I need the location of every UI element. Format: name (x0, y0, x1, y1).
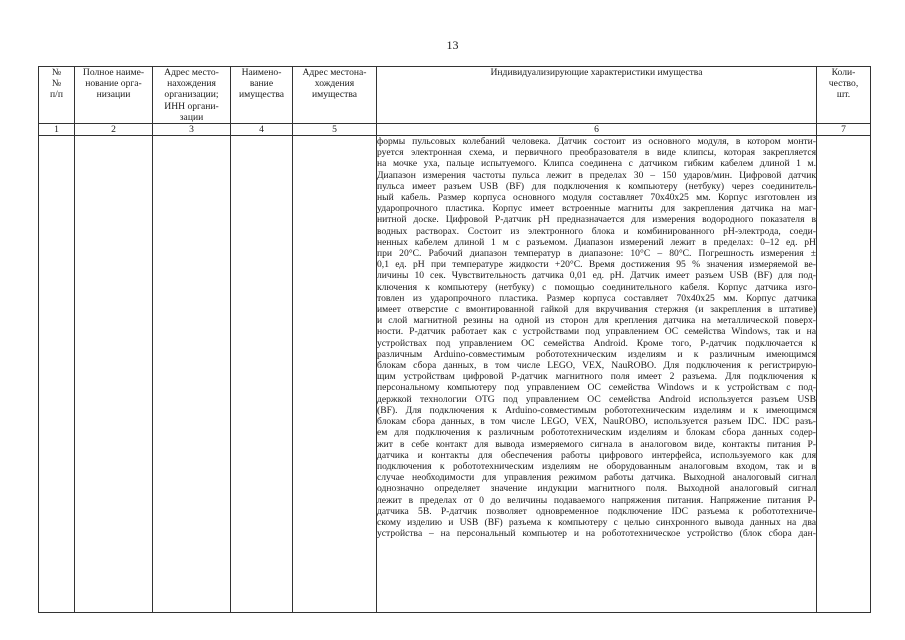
characteristics-line: случае необходимости для управления режимом работы датчика. Выходной аналоговый сигнал (377, 472, 816, 484)
column-number: 2 (75, 124, 153, 136)
header-property-address: Адрес местона- хождения имущества (293, 67, 377, 124)
header-property-name: Наимено- вание имущества (231, 67, 293, 124)
characteristics-line: на мочке уха, пальце испытуемого. Клипса соединена с датчиком гибким кабелем длиной 1 м. (377, 158, 816, 170)
column-number: 1 (39, 124, 75, 136)
column-number: 7 (817, 124, 871, 136)
characteristics-line: пульса имеет разъем USB (BF) для подключения к компьютеру (нетбуку) через соединитель- (377, 180, 816, 192)
header-organization-name: Полное наиме- нование орга- низации (75, 67, 153, 124)
column-number: 5 (293, 124, 377, 136)
cell-characteristics (377, 136, 817, 613)
characteristics-line: руется электронная схема, и первичного преобразователя в виде клипсы, которая закрепляется (377, 147, 816, 159)
characteristics-line: держкой технологии OTG под управлением ОС семейства Android используется разъем USB (377, 393, 816, 405)
column-number: 6 (377, 124, 817, 136)
characteristics-line: блокам сбора данных, в том числе LEGO, VEX, NauROBO. Для подключения к регистрирую- (377, 360, 816, 372)
characteristics-line: ности. Р-датчик работает как с устройствами под управлением ОС семейства Windows, так и на (377, 326, 816, 338)
header-index: № № п/п (39, 67, 75, 124)
characteristics-line: нитной доске. Цифровой Р-датчик рН предназначается для измерения водородного показателя в (377, 214, 816, 226)
characteristics-line: щим устройствам цифровой Р-датчик магнитного поля имеет 2 разъема. Для подключения к (377, 371, 816, 383)
table-row (39, 136, 871, 613)
characteristics-line: жит в себе контакт для вывода измеряемого сигнала в аналоговом виде, контакты питания Р- (377, 438, 816, 450)
characteristics-line: ударопрочного пластика. Корпус имеет встроенные магниты для закрепления датчика на маг- (377, 203, 816, 215)
characteristics-line: при 20°С. Рабочий диапазон температур в диапазоне: 10°С – 80°С. Погрешность измерения ± (377, 248, 816, 260)
characteristics-line: и слой магнитной резины на одной из сторон для крепления датчика на металлической поверх- (377, 315, 816, 327)
characteristics-line: устройства – на персональный компьютер и на робототехническое устройство (блок сбора дан- (377, 528, 816, 540)
characteristics-line: скому изделию и USB (BF) разъема к компьютеру с целью синхронного вывода данных на два (377, 516, 816, 528)
characteristics-line: различным Arduino-совместимым робототехническим изделиям и к различным имеющимся (377, 348, 816, 360)
cell-quantity (817, 136, 871, 613)
cell-property-name (231, 136, 293, 613)
column-number-row (39, 124, 871, 136)
page-number: 13 (446, 38, 459, 52)
column-number: 3 (153, 124, 231, 136)
characteristics-line: товлен из ударопрочного пластика. Размер корпуса составляет 70x40x25 мм. Корпус датчика (377, 292, 816, 304)
column-number: 4 (231, 124, 293, 136)
characteristics-line: водных растворах. Состоит из электронного блока и комбинированного рН-электрода, соеди- (377, 225, 816, 237)
characteristics-line: датчика 5В. Р-датчик позволяет одновременное подключение IDC разъема к робототехниче- (377, 505, 816, 517)
header-characteristics: Индивидуализирующие характеристики имущества (377, 67, 817, 124)
header-row (39, 67, 871, 124)
characteristics-line: ненных кабелем длиной 1 м с разъемом. Диапазон измерений лежит в пределах: 0–12 ед. рН (377, 236, 816, 248)
header-quantity: Коли- чество, шт. (817, 67, 871, 124)
cell-organization-name (75, 136, 153, 613)
characteristics-line: блокам сбора данных, в том числе LEGO, VEX, NauROBO, используется разъем IDC. IDC разъ- (377, 416, 816, 428)
characteristics-line: личины 10 сек. Чувствительность датчика 0,01 ед. рН. Датчик имеет разъем USB (BF) для под- (377, 270, 816, 282)
characteristics-line: однозначно определяет значение индукции магнитного поля. Выходной аналоговый сигнал (377, 483, 816, 495)
characteristics-line: датчика и контакты для обеспечения работы цифрового интерфейса, используемого как для (377, 449, 816, 461)
header-organization-address: Адрес место- нахождения организации; ИНН органи- зации (153, 67, 231, 124)
characteristics-line: лежит в пределах от 0 до величины подаваемого напряжения питания. Напряжение питания Р- (377, 494, 816, 506)
cell-organization-address (153, 136, 231, 613)
characteristics-line: имеет отверстие с вмонтированной гайкой для вкручивания стержня (и закрепления в штативе) (377, 304, 816, 316)
cell-index (39, 136, 75, 613)
characteristics-line: Диапазон измерения частоты пульса лежит в пределах 30 – 150 ударов/мин. Цифровой датчик (377, 169, 816, 181)
characteristics-line: (BF). Для подключения к Arduino-совместимым робототехническим изделиям и к имеющимся (377, 404, 816, 416)
characteristics-line: подключения к робототехническим изделиям не оборудованным аналоговым входом, так и в (377, 460, 816, 472)
cell-property-address (293, 136, 377, 613)
characteristics-line: ем для подключения к различным робототехническим изделиям и блокам сбора данных содер- (377, 427, 816, 439)
characteristics-line: формы пульсовых колебаний человека. Датчик состоит из основного модуля, в котором монти- (377, 136, 816, 148)
characteristics-line: устройствах под управлением ОС семейства Android. Кроме того, Р-датчик подключается к (377, 337, 816, 349)
characteristics-text (377, 136, 816, 610)
property-table (38, 66, 871, 613)
characteristics-line: ный кабель. Размер корпуса основного модуля составляет 70x40x25 мм. Корпус изготовлен из (377, 192, 816, 204)
characteristics-line: ключения к компьютеру (нетбуку) с помощью соединительного кабеля. Корпус датчика изго- (377, 281, 816, 293)
characteristics-line: 0,1 ед. рН при температуре жидкости +20°С. Время достижения 95 % значения измеряемой ве- (377, 259, 816, 271)
characteristics-line: персональному компьютеру под управлением ОС семейства Windows и к устройствам с под- (377, 382, 816, 394)
